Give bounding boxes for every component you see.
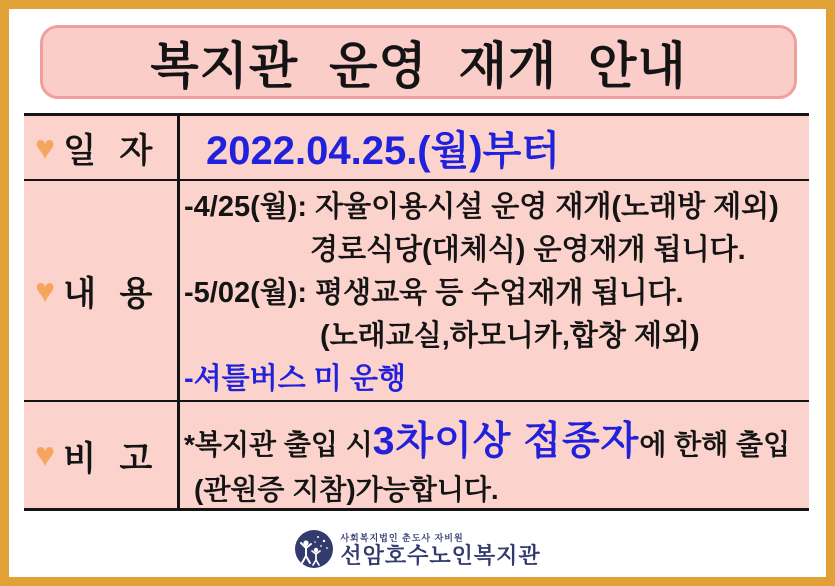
remark-cell [180, 402, 809, 508]
content-line-shuttle: -셔틀버스 미 운행 [184, 363, 406, 395]
org-name: 선암호수노인복지관 [340, 543, 541, 568]
heart-icon: ♥ [35, 271, 56, 310]
table-row-remark [24, 402, 809, 508]
remark-line: (관원증 지참)가능합니다. [194, 474, 499, 505]
row-label-date [24, 116, 180, 179]
row-label-content [24, 181, 180, 400]
table-row-content [24, 181, 809, 402]
people-stars-logo-icon [294, 529, 334, 569]
footer [9, 529, 826, 569]
row-label-text: 일 자 [63, 132, 153, 170]
row-label-remark [24, 402, 180, 508]
content-line: (노래교실,하모니카,합창 제외) [320, 320, 700, 352]
org-text-block [340, 531, 540, 567]
heart-icon: ♥ [35, 436, 56, 474]
org-parent-name: 사회복지법인 춘도사 자비원 [340, 533, 464, 543]
content-line: 경로식당(대체식) 운영재개 됩니다. [310, 234, 746, 266]
page-title: 복지관 운영 재개 안내 [150, 38, 687, 94]
remark-suffix: 에 한해 출입 [639, 429, 791, 460]
table-row-date [24, 116, 809, 181]
remark-line [184, 410, 809, 466]
content-line: -5/02(월): 평생교육 등 수업재개 됩니다. [184, 277, 684, 309]
notice-table [24, 113, 809, 511]
date-cell [180, 116, 809, 179]
row-label-text: 비 고 [63, 439, 153, 478]
remark-highlight: 3차이상 접종자 [372, 420, 640, 463]
heart-icon: ♥ [35, 128, 56, 167]
content-cell [180, 181, 809, 400]
row-label-text: 내 용 [63, 275, 153, 313]
remark-prefix: *복지관 출입 시 [184, 429, 373, 460]
date-value: 2022.04.25.(월)부터 [206, 129, 560, 173]
title-banner [40, 25, 797, 99]
content-line: -4/25(월): 자율이용시설 운영 재개(노래방 제외) [184, 191, 779, 223]
